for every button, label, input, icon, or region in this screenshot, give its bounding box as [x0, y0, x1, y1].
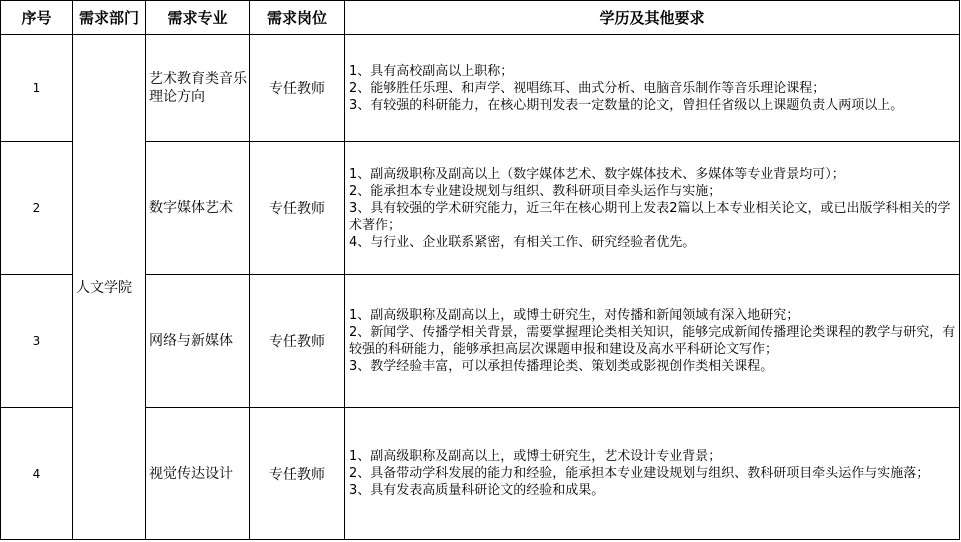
table-row: [1, 35, 960, 142]
department-cell: 人文学院: [73, 35, 146, 540]
row-requirements: [345, 408, 960, 540]
row-no: 1: [1, 35, 73, 142]
header-row: [1, 1, 960, 35]
row-requirements: [345, 35, 960, 142]
row-position: 专任教师: [250, 142, 345, 275]
row-major: 数字媒体艺术: [146, 142, 250, 275]
requirement-line: 1、副高级职称及副高以上（数字媒体艺术、数字媒体技术、多媒体等专业背景均可）；: [349, 166, 845, 182]
requirement-line: 2、能承担本专业建设规划与组织、教科研项目牵头运作与实施；: [349, 183, 722, 199]
requirement-line: 1、具有高校副高以上职称；: [349, 63, 514, 79]
row-position: 专任教师: [250, 408, 345, 540]
row-major: 视觉传达设计: [146, 408, 250, 540]
row-no: 3: [1, 275, 73, 408]
requirement-line: 1、副高级职称及副高以上，或博士研究生，对传播和新闻领域有深入地研究；: [349, 308, 800, 323]
row-no: 2: [1, 142, 73, 275]
requirement-line: 3、具有较强的学术研究能力，近三年在核心期刊上发表2篇以上本专业相关论文，或已出版学科相关的学术著作；: [349, 200, 951, 233]
requirement-line: 2、新闻学、传播学相关背景，需要掌握理论类相关知识，能够完成新闻传播理论类课程的教学与研究，有较强的科研能力，能够承担高层次课题申报和建设及高水平科研论文写作；: [349, 325, 956, 357]
header-no: 序号: [1, 1, 73, 35]
header-position: 需求岗位: [250, 1, 345, 35]
header-major: 需求专业: [146, 1, 250, 35]
row-requirements: [345, 142, 960, 275]
requirement-line: 3、教学经验丰富，可以承担传播理论类、策划类或影视创作类相关课程。: [349, 359, 774, 374]
requirement-line: 2、能够胜任乐理、和声学、视唱练耳、曲式分析、电脑音乐制作等音乐理论课程；: [349, 80, 826, 96]
row-requirements: [345, 275, 960, 408]
row-position: 专任教师: [250, 35, 345, 142]
requirement-line: 2、具备带动学科发展的能力和经验，能承担本专业建设规划与组织、教科研项目牵头运作与实施落；: [349, 466, 930, 481]
requirement-line: 3、具有发表高质量科研论文的经验和成果。: [349, 483, 605, 498]
header-requirements: 学历及其他要求: [345, 1, 960, 35]
row-position: 专任教师: [250, 275, 345, 408]
row-major: 网络与新媒体: [146, 275, 250, 408]
row-no: 4: [1, 408, 73, 540]
row-major: 艺术教育类音乐理论方向: [146, 35, 250, 142]
requirement-line: 1、副高级职称及副高以上，或博士研究生，艺术设计专业背景；: [349, 449, 722, 464]
requirement-line: 4、与行业、企业联系紧密，有相关工作、研究经验者优先。: [349, 234, 696, 250]
requirement-line: 3、有较强的科研能力，在核心期刊发表一定数量的论文，曾担任省级以上课题负责人两项以上。: [349, 97, 904, 113]
header-dept: 需求部门: [73, 1, 146, 35]
